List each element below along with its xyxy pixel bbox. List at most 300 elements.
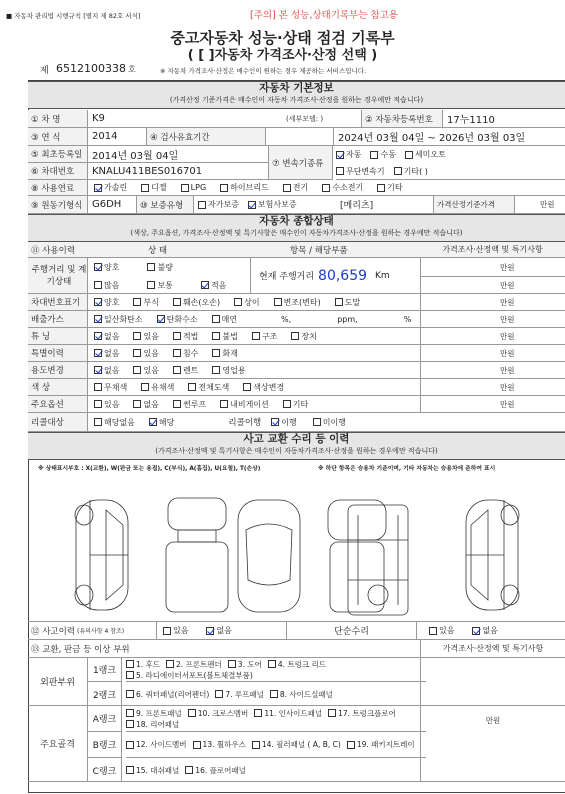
option-item[interactable] — [94, 399, 119, 410]
option-item[interactable] — [188, 382, 229, 393]
part-label: 14. 필러패널 ( A, B, C) — [261, 740, 341, 749]
row-year — [28, 128, 565, 146]
emission-unit: ppm, — [337, 314, 358, 324]
checkbox-icon[interactable] — [185, 766, 193, 774]
car-top-icon — [238, 500, 300, 612]
part-label: 3. 도어 — [237, 659, 262, 669]
checkbox-icon[interactable] — [166, 660, 174, 668]
part-item[interactable] — [126, 708, 182, 719]
status-row-won: 만원 — [420, 345, 565, 361]
engine-label: ⑨ 원동기형식 — [28, 196, 88, 213]
option-label: 불량 — [157, 262, 173, 272]
checkbox-icon[interactable] — [377, 184, 385, 192]
odometer-options-1 — [94, 258, 244, 276]
part-item[interactable] — [328, 708, 396, 719]
part-label: 5. 라디에이터서포트(볼트체결부품) — [136, 670, 253, 680]
checkbox-icon[interactable] — [141, 184, 149, 192]
basic-info-subtitle: (가격산정 기준가격은 매수인이 자동차 가격조사·산정을 원하는 경우에만 적습니다) — [169, 96, 424, 104]
option-item[interactable] — [94, 348, 119, 359]
status-row-label: 특별이력 — [28, 345, 88, 361]
checkbox-icon[interactable] — [126, 690, 134, 698]
checkbox-icon[interactable] — [147, 263, 155, 271]
option-label: 하이브리드 — [230, 183, 269, 192]
option-item[interactable] — [212, 331, 237, 342]
option-item[interactable] — [94, 382, 127, 393]
option-label: 양호 — [104, 297, 120, 307]
option-label: 변조(변타) — [283, 297, 321, 307]
option-item[interactable] — [173, 348, 198, 359]
odometer-won-1: 만원 — [420, 258, 565, 276]
option-label: 없음 — [104, 348, 120, 358]
checkbox-icon[interactable] — [133, 366, 141, 374]
rank2-items — [126, 682, 426, 706]
option-label: 수소전기 — [332, 183, 364, 192]
service-note: ※ 자동차 가격조사·산정은 매수인이 원하는 경우 제공하는 서비스입니다. — [160, 67, 367, 75]
mileage-cell — [250, 258, 420, 293]
checkbox-icon[interactable] — [126, 709, 134, 717]
simple-repair-label: 단순수리 — [286, 622, 416, 639]
option-item[interactable] — [370, 149, 395, 160]
checkbox-icon[interactable] — [228, 660, 236, 668]
insurer-value[interactable]: [메리츠] — [340, 201, 374, 211]
checkbox-icon[interactable] — [268, 660, 276, 668]
engine-value[interactable]: G6DH — [92, 199, 122, 210]
option-item[interactable] — [220, 182, 269, 193]
option-label: 장치 — [301, 331, 317, 341]
checkbox-icon[interactable] — [336, 167, 344, 175]
option-item[interactable] — [336, 149, 361, 160]
part-item[interactable] — [126, 670, 253, 681]
checkbox-icon[interactable] — [322, 184, 330, 192]
checked-checkbox-icon[interactable] — [201, 281, 209, 289]
status-row-label: 주요옵션 — [28, 396, 88, 412]
checkbox-icon[interactable] — [94, 400, 102, 408]
status-row — [28, 396, 565, 413]
fuel-options — [94, 180, 565, 195]
checked-checkbox-icon[interactable] — [94, 332, 102, 340]
option-item[interactable] — [94, 280, 119, 291]
option-label: 있음 — [104, 399, 120, 409]
checkbox-icon[interactable] — [243, 383, 251, 391]
emission-unit: % — [403, 314, 412, 324]
option-label: 무채색 — [104, 382, 128, 392]
option-label: 세미오토 — [414, 150, 446, 159]
checkbox-icon[interactable] — [198, 201, 206, 209]
option-item[interactable] — [271, 417, 296, 428]
option-item[interactable] — [94, 182, 127, 193]
checkbox-icon[interactable] — [188, 383, 196, 391]
option-item[interactable] — [94, 417, 135, 428]
status-row-won: 만원 — [420, 328, 565, 344]
part-label: 8. 사이드실패널 — [279, 689, 333, 699]
option-item[interactable] — [322, 182, 363, 193]
accident-history-label: ⑫ 사고이력 — [31, 626, 76, 637]
option-item[interactable] — [141, 382, 174, 393]
option-label: 영업용 — [222, 365, 246, 375]
row-accident-history — [28, 622, 565, 640]
option-item[interactable] — [163, 625, 188, 636]
checked-checkbox-icon[interactable] — [94, 349, 102, 357]
rank2-label: 2랭크 — [88, 682, 122, 706]
option-item[interactable] — [141, 182, 166, 193]
checkbox-icon[interactable] — [163, 627, 171, 635]
status-row — [28, 311, 565, 328]
rankB-label: B랭크 — [88, 732, 122, 758]
option-item[interactable] — [313, 417, 346, 428]
option-label: 디젤 — [151, 183, 167, 192]
row-fuel — [28, 180, 565, 196]
option-label: 없음 — [216, 626, 232, 635]
status-row — [28, 294, 565, 311]
recall-label: 리콜이행 — [228, 418, 262, 428]
option-item[interactable] — [201, 280, 226, 291]
checked-checkbox-icon[interactable] — [94, 184, 102, 192]
option-item[interactable] — [283, 399, 308, 410]
checked-checkbox-icon[interactable] — [94, 366, 102, 374]
warranty-label: ⑩ 보증유형 — [136, 196, 194, 213]
option-item[interactable] — [377, 182, 402, 193]
checkbox-icon[interactable] — [188, 709, 196, 717]
part-label: 16. 플로어패널 — [195, 765, 246, 775]
option-item[interactable] — [472, 625, 497, 636]
option-label: 있음 — [173, 626, 189, 635]
part-item[interactable] — [215, 689, 264, 700]
part-item[interactable] — [126, 765, 179, 776]
checkbox-icon[interactable] — [274, 298, 282, 306]
option-label: 유채색 — [151, 382, 175, 392]
option-item[interactable] — [173, 365, 198, 376]
rank1-items — [126, 658, 426, 682]
inspection-period-value[interactable]: 2024년 03월 04일 ~ 2026년 03월 03일 — [333, 128, 565, 145]
checked-checkbox-icon[interactable] — [271, 418, 279, 426]
option-item[interactable] — [133, 365, 158, 376]
checkbox-icon[interactable] — [133, 349, 141, 357]
option-item[interactable] — [283, 182, 308, 193]
option-item[interactable] — [173, 297, 220, 308]
checkbox-icon[interactable] — [335, 298, 343, 306]
status-row — [28, 345, 565, 362]
option-label: 전체도색 — [198, 382, 230, 392]
checkbox-icon[interactable] — [370, 151, 378, 159]
checkbox-icon[interactable] — [173, 366, 181, 374]
checkbox-icon[interactable] — [181, 184, 189, 192]
reg-no-value[interactable]: 17누1110 — [447, 115, 495, 126]
part-label: 9. 프론트패널 — [136, 708, 182, 718]
part-item[interactable] — [254, 708, 322, 719]
option-label: 전기 — [292, 183, 309, 192]
option-label: 불법 — [222, 331, 238, 341]
checkbox-icon[interactable] — [133, 298, 141, 306]
regulation-text: ■ 자동차 관리법 시행규칙 [별지 제 82호 서식] — [6, 12, 141, 20]
transmission-options-bottom — [336, 163, 565, 180]
option-item[interactable] — [173, 331, 198, 342]
part-item[interactable] — [193, 739, 246, 750]
checkbox-icon[interactable] — [193, 741, 201, 749]
year-value[interactable]: 2014 — [92, 131, 118, 142]
checkbox-icon[interactable] — [328, 709, 336, 717]
checked-checkbox-icon[interactable] — [94, 263, 102, 271]
part-item[interactable] — [268, 659, 326, 670]
option-item[interactable] — [133, 399, 158, 410]
accident-subtitle: (가격조사·산정액 및 특기사항은 매수인이 자동차가격조사·산정을 원하는 경우에만 적습니다) — [155, 447, 438, 455]
option-item[interactable] — [252, 331, 277, 342]
option-label: 이행 — [281, 417, 297, 427]
part-item[interactable] — [126, 689, 209, 700]
option-item[interactable] — [147, 262, 172, 273]
status-row-won: 만원 — [420, 379, 565, 395]
option-item[interactable] — [212, 365, 245, 376]
checked-checkbox-icon[interactable] — [248, 201, 256, 209]
option-label: 있음 — [439, 626, 455, 635]
car-name-value[interactable]: K9 — [92, 113, 105, 124]
number-label: 제 — [40, 66, 49, 76]
status-row-options — [94, 362, 420, 378]
checkbox-icon[interactable] — [212, 315, 220, 323]
accident-title: 사고 교환 수리 등 이력 — [243, 433, 350, 445]
accident-history-label-cell — [31, 622, 161, 639]
option-label: 도말 — [344, 297, 361, 307]
option-item[interactable] — [335, 297, 360, 308]
option-label: 훼손(오손) — [182, 297, 221, 307]
checkbox-icon[interactable] — [429, 627, 437, 635]
parts-label: ⑬ 교환, 판금 등 이상 부위 — [31, 644, 130, 655]
checkbox-icon[interactable] — [126, 660, 134, 668]
car-diagram-area — [28, 470, 565, 622]
status-row-options — [94, 379, 420, 395]
checked-checkbox-icon[interactable] — [94, 298, 102, 306]
checkbox-icon[interactable] — [405, 151, 413, 159]
checkbox-icon[interactable] — [215, 690, 223, 698]
part-label: 2. 프론트펜더 — [176, 659, 222, 669]
option-item[interactable] — [274, 297, 321, 308]
vin-value[interactable]: KNALU411BES016701 — [88, 163, 268, 180]
checkbox-icon[interactable] — [212, 366, 220, 374]
checkbox-icon[interactable] — [252, 741, 260, 749]
checkbox-icon[interactable] — [220, 400, 228, 408]
option-item[interactable] — [212, 314, 237, 325]
checkbox-icon[interactable] — [133, 400, 141, 408]
part-item[interactable] — [185, 765, 246, 776]
option-label: 없음 — [104, 365, 120, 375]
mileage-label: 현재 주행거리 — [259, 272, 315, 282]
warranty-options — [198, 196, 348, 213]
car-right-side-icon — [466, 500, 519, 610]
checkbox-icon[interactable] — [173, 298, 181, 306]
checkbox-icon[interactable] — [173, 332, 181, 340]
checked-checkbox-icon[interactable] — [149, 418, 157, 426]
part-item[interactable] — [270, 689, 333, 700]
rankC-items — [126, 758, 426, 782]
status-title: 자동차 종합상태 — [259, 215, 334, 227]
option-item[interactable] — [220, 399, 269, 410]
option-label: 있음 — [143, 348, 159, 358]
accident-header — [28, 432, 565, 460]
checked-checkbox-icon[interactable] — [157, 315, 165, 323]
part-item[interactable] — [347, 739, 415, 750]
part-label: 1. 후드 — [136, 659, 161, 669]
checkbox-icon[interactable] — [126, 671, 134, 679]
checked-checkbox-icon[interactable] — [94, 315, 102, 323]
part-item[interactable] — [252, 739, 341, 750]
checkbox-icon[interactable] — [212, 332, 220, 340]
option-item[interactable] — [394, 166, 428, 177]
option-label: 내비게이션 — [230, 399, 269, 409]
page-title: 중고자동차 성능·상태 점검 기록부 — [170, 29, 395, 47]
option-item[interactable] — [248, 199, 297, 210]
status-row — [28, 379, 565, 396]
checkbox-icon[interactable] — [126, 720, 134, 728]
option-item[interactable] — [181, 183, 206, 192]
status-subtitle: (색상, 주요옵션, 가격조사·산정액 및 특기사항은 매수인이 자동차가격조사·산정을 원하는 경우에만 적습니다) — [130, 229, 463, 237]
option-label: 양호 — [104, 262, 120, 272]
status-row-options — [94, 294, 420, 310]
part-item[interactable] — [126, 719, 179, 730]
option-label: 부식 — [143, 297, 159, 307]
option-item[interactable] — [94, 314, 143, 325]
row-parts-header — [28, 640, 565, 658]
option-item[interactable] — [173, 399, 206, 410]
option-item[interactable] — [94, 297, 119, 308]
checkbox-icon[interactable] — [94, 281, 102, 289]
checkbox-icon[interactable] — [254, 709, 262, 717]
option-item[interactable] — [336, 166, 385, 177]
status-row-won: 만원 — [420, 294, 565, 310]
option-item[interactable] — [234, 297, 259, 308]
part-item[interactable] — [188, 708, 249, 719]
option-label: 기타 — [292, 399, 309, 409]
option-label: 매연 — [221, 314, 238, 324]
odometer-label: 주행거리 및 계기상태 — [28, 258, 88, 293]
accident-history-note: (유의사항 4 참조) — [77, 628, 125, 635]
option-item[interactable] — [291, 331, 316, 342]
col-item: 항목 / 해당부품 — [290, 245, 348, 256]
mileage-unit: Km — [375, 270, 390, 281]
basic-info-header — [28, 81, 565, 109]
checkbox-icon[interactable] — [313, 418, 321, 426]
option-label: 상이 — [244, 297, 260, 307]
checked-checkbox-icon[interactable] — [472, 627, 480, 635]
status-header — [28, 214, 565, 242]
fuel-label: ⑧ 사용연료 — [28, 180, 88, 195]
option-item[interactable] — [157, 314, 198, 325]
car-left-side-icon — [75, 500, 128, 610]
transmission-label: ⑦ 변속기종류 — [268, 146, 333, 180]
option-item[interactable] — [133, 331, 158, 342]
part-label: 18. 리어패널 — [136, 719, 180, 729]
part-label: 7. 루프패널 — [225, 689, 264, 699]
first-reg-value[interactable]: 2014년 03월 04일 — [88, 146, 268, 163]
checkbox-icon[interactable] — [94, 383, 102, 391]
option-item[interactable] — [198, 199, 239, 210]
option-item[interactable] — [429, 625, 454, 636]
car-diagrams — [28, 470, 565, 622]
option-label: 많음 — [104, 280, 120, 290]
emission-unit: %, — [281, 314, 292, 324]
option-item[interactable] — [243, 382, 284, 393]
checkbox-icon[interactable] — [283, 400, 291, 408]
checkbox-icon[interactable] — [173, 400, 181, 408]
option-item[interactable] — [133, 297, 158, 308]
option-item[interactable] — [206, 625, 231, 636]
row-odometer — [28, 258, 565, 294]
checkbox-icon[interactable] — [347, 741, 355, 749]
checkbox-icon[interactable] — [126, 766, 134, 774]
option-item[interactable] — [94, 365, 119, 376]
mileage-value[interactable]: 80,659 — [318, 267, 368, 284]
option-item[interactable] — [94, 262, 119, 273]
status-col-header — [28, 242, 565, 258]
accident-legend: ※ 상태표시부호 : X(교환), W(판금 또는 용접), C(부식), A(흠집), U(요철), T(손상) — [38, 466, 261, 472]
checkbox-icon[interactable] — [94, 418, 102, 426]
frame-label: 주요골격 — [28, 706, 88, 781]
accident-legend-note: ※ 하단 항목은 승용차 기준이며, 기타 자동차는 승용차에 준하여 표시 — [318, 466, 496, 472]
status-row-options — [94, 413, 420, 431]
checkbox-icon[interactable] — [173, 349, 181, 357]
part-label: 11. 인사이드패널 — [264, 708, 323, 718]
part-item[interactable] — [126, 739, 187, 750]
checkbox-icon[interactable] — [252, 332, 260, 340]
option-label: 보험사보증 — [257, 200, 297, 209]
checkbox-icon[interactable] — [220, 184, 228, 192]
vin-label: ⑥ 차대번호 — [28, 163, 88, 180]
first-reg-label: ⑤ 최초등록일 — [28, 146, 88, 163]
option-label: 무단변속기 — [346, 166, 385, 176]
part-item[interactable] — [126, 659, 160, 670]
option-label: 침수 — [182, 348, 199, 358]
option-label: 색상변경 — [253, 382, 285, 392]
option-item[interactable] — [405, 149, 446, 160]
option-label: 미이행 — [322, 417, 346, 427]
option-label: 썬루프 — [182, 399, 207, 409]
option-item[interactable] — [149, 417, 174, 428]
checkbox-icon[interactable] — [394, 167, 402, 175]
rankC-label: C랭크 — [88, 758, 122, 782]
checkbox-icon[interactable] — [126, 741, 134, 749]
checkbox-icon[interactable] — [212, 349, 220, 357]
number-suffix: 호 — [128, 65, 136, 74]
checkbox-icon[interactable] — [133, 332, 141, 340]
basic-info-title: 자동차 기본정보 — [259, 82, 334, 94]
status-row — [28, 328, 565, 345]
status-row-won: 만원 — [420, 311, 565, 327]
option-item[interactable] — [133, 348, 158, 359]
checkbox-icon[interactable] — [291, 332, 299, 340]
checkbox-icon[interactable] — [147, 281, 155, 289]
option-label: 화재 — [222, 348, 238, 358]
parts-price-won: 만원 — [420, 658, 565, 782]
checkbox-icon[interactable] — [270, 690, 278, 698]
part-label: 13. 휠하우스 — [202, 740, 246, 749]
option-label: 기타 — [387, 183, 403, 192]
status-row-label: 색 상 — [28, 379, 88, 395]
option-item[interactable] — [94, 331, 119, 342]
option-item[interactable] — [147, 280, 172, 291]
option-item[interactable] — [212, 348, 237, 359]
checked-checkbox-icon[interactable] — [206, 627, 214, 635]
option-label: 수동 — [380, 150, 396, 159]
year-label: ③ 연 식 — [28, 128, 88, 145]
option-label: LPG — [190, 183, 207, 192]
page-subtitle: ( [ ]자동차 가격조사·산정 선택 ) — [187, 48, 378, 63]
checkbox-icon[interactable] — [234, 298, 242, 306]
status-row-options — [94, 328, 420, 344]
checked-checkbox-icon[interactable] — [336, 151, 344, 159]
part-item[interactable] — [228, 659, 262, 670]
part-item[interactable] — [166, 659, 222, 670]
option-label: 렌트 — [182, 365, 199, 375]
checkbox-icon[interactable] — [283, 184, 291, 192]
checkbox-icon[interactable] — [141, 383, 149, 391]
